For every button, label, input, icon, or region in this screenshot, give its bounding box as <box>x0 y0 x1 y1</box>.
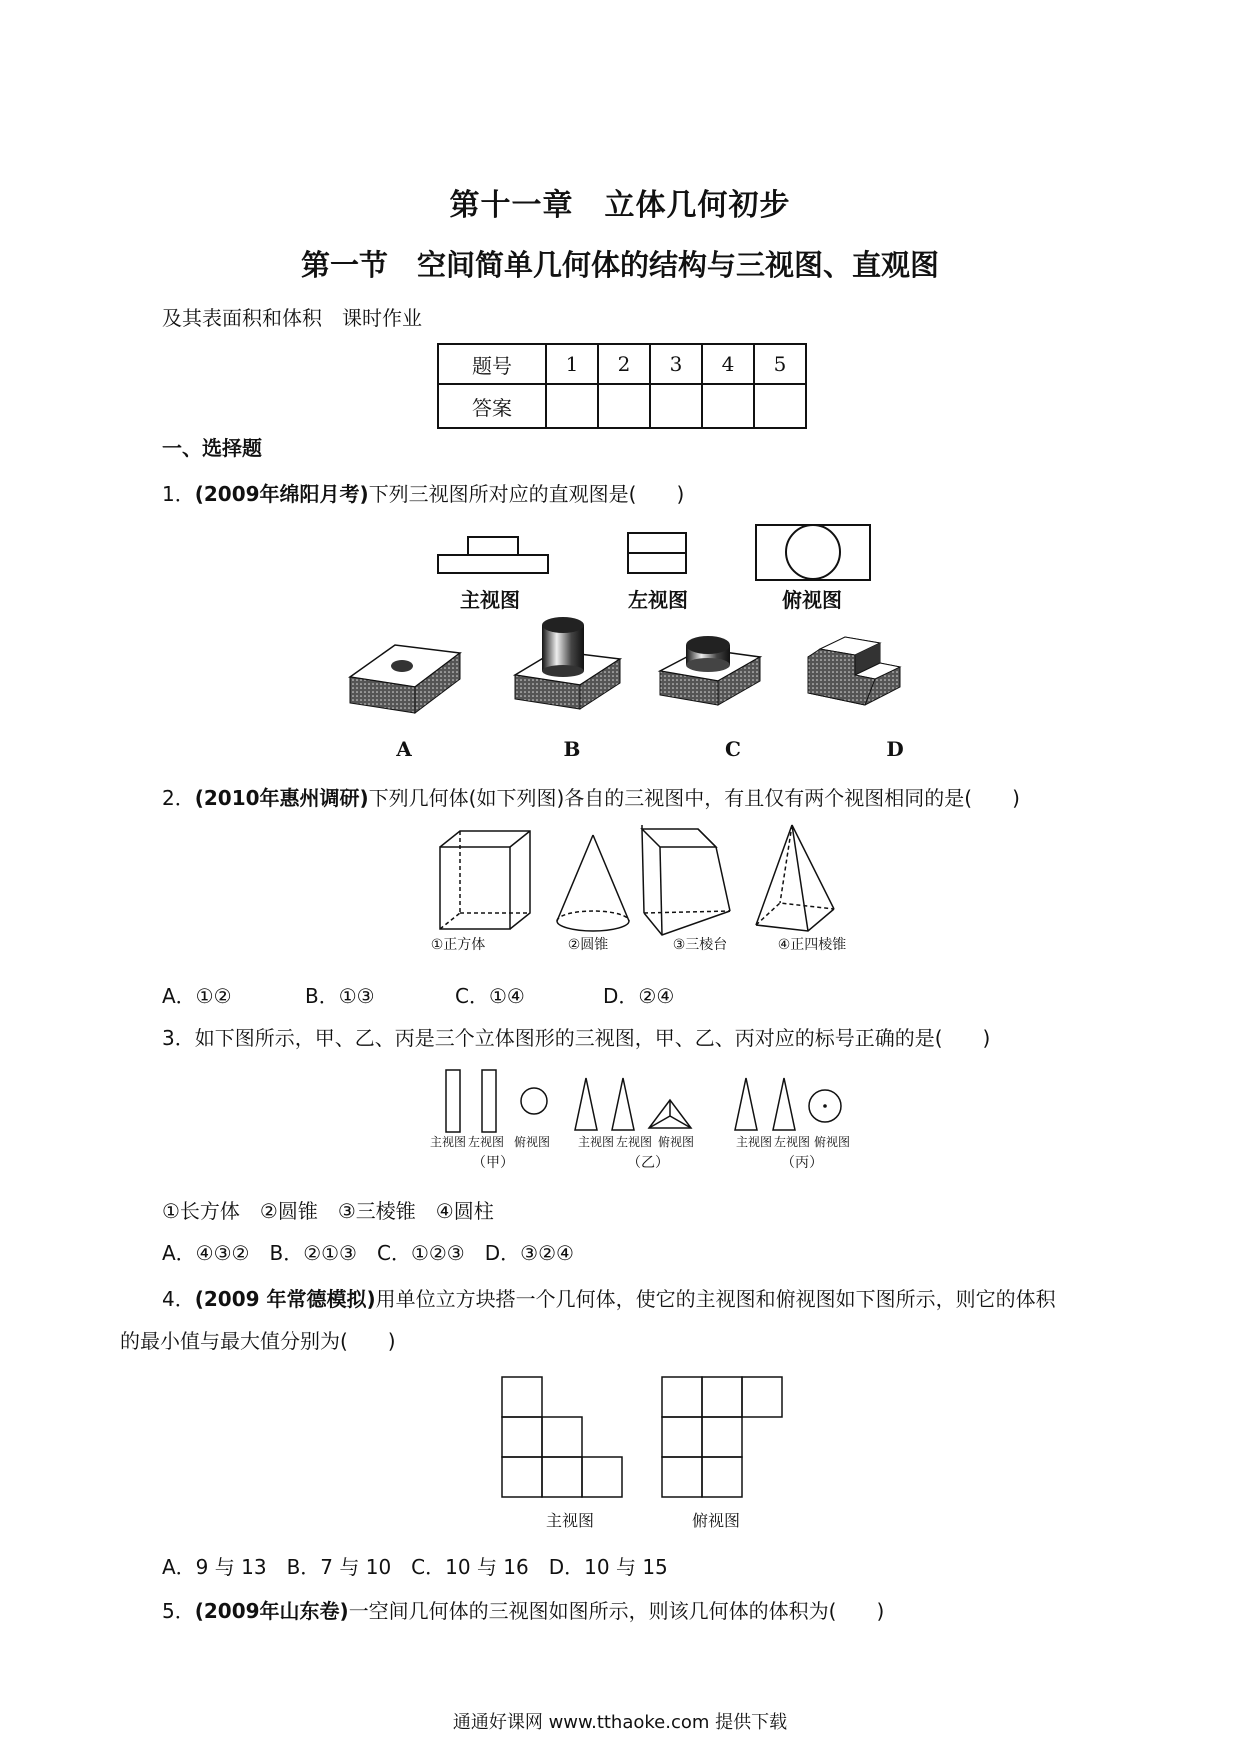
q2-solids-figure <box>430 825 850 945</box>
question-text: 下列几何体(如下列图)各自的三视图中，有且仅有两个视图相同的是( ) <box>368 786 1020 810</box>
option-d-label: D <box>886 737 904 761</box>
question-source: (2009年山东卷) <box>194 1599 349 1623</box>
answer-table-header: 题号 <box>438 344 546 384</box>
q4-front-view-label: 主视图 <box>545 1511 594 1530</box>
bing-top-label: 俯视图 <box>813 1135 850 1149</box>
question-number: 5． <box>162 1599 195 1623</box>
q1-top-view-label: 俯视图 <box>782 588 842 612</box>
q3-options: A．④③② B．②①③ C．①②③ D．③②④ <box>162 1241 574 1265</box>
question-text: 下列三视图所对应的直观图是( ) <box>368 482 685 506</box>
question-number-cell: 3 <box>650 344 702 384</box>
q4-top-view-label: 俯视图 <box>691 1511 740 1530</box>
q4-options: A．9 与 13 B．7 与 10 C．10 与 16 D．10 与 15 <box>162 1555 668 1579</box>
question-number: 4． <box>162 1287 195 1311</box>
option-d-solid <box>808 637 900 705</box>
answer-cell[interactable] <box>754 384 806 428</box>
solid-1-label: ①正方体 <box>430 937 486 953</box>
bing-side-label: 左视图 <box>773 1135 810 1149</box>
yi-side-label: 左视图 <box>615 1135 652 1149</box>
answer-table-answer-label: 答案 <box>438 384 546 428</box>
question-1 <box>162 478 684 507</box>
option-b-label: B <box>563 737 581 761</box>
q2-option-a: A．①② <box>162 984 232 1008</box>
question-3: 3．如下图所示，甲、乙、丙是三个立体图形的三视图，甲、乙、丙对应的标号正确的是( ) <box>162 1026 991 1050</box>
q2-option-b: B．①③ <box>305 984 375 1008</box>
question-4 <box>162 1283 1056 1312</box>
question-number-cell: 1 <box>546 344 598 384</box>
q2-option-d: D．②④ <box>603 984 675 1008</box>
solid-2-label: ②圆锥 <box>567 937 609 953</box>
question-2 <box>162 782 1020 811</box>
jia-group-label: （甲） <box>472 1155 514 1171</box>
option-c-label: C <box>725 737 741 761</box>
option-b-solid <box>515 617 620 709</box>
question-text: 一空间几何体的三视图如图所示，则该几何体的体积为( ) <box>348 1599 885 1623</box>
subtitle: 及其表面积和体积 课时作业 <box>162 306 422 330</box>
page-footer: 通通好课网 www.tthaoke.com 提供下载 <box>452 1712 788 1733</box>
question-5 <box>162 1595 884 1624</box>
q1-option-solids <box>340 615 960 735</box>
question-source: (2009年绵阳月考) <box>194 482 369 506</box>
option-c-solid <box>660 636 760 705</box>
option-a-label: A <box>396 737 412 761</box>
chapter-title: 第十一章 立体几何初步 <box>449 188 791 223</box>
q2-option-c: C．①④ <box>455 984 525 1008</box>
question-number-cell: 2 <box>598 344 650 384</box>
answer-cell[interactable] <box>546 384 598 428</box>
jia-top-label: 俯视图 <box>513 1135 550 1149</box>
bing-group-label: （丙） <box>781 1155 823 1171</box>
yi-top-label: 俯视图 <box>657 1135 694 1149</box>
answer-cell[interactable] <box>650 384 702 428</box>
yi-group-label: （乙） <box>627 1155 669 1171</box>
jia-front-label: 主视图 <box>429 1135 466 1149</box>
answer-cell[interactable] <box>598 384 650 428</box>
bing-front-label: 主视图 <box>735 1135 772 1149</box>
q1-front-view-label: 主视图 <box>460 588 520 612</box>
section-title: 第一节 空间简单几何体的结构与三视图、直观图 <box>300 248 939 282</box>
question-number: 1． <box>162 482 195 506</box>
question-source: (2009 年常德模拟) <box>194 1287 376 1311</box>
answer-cell[interactable] <box>702 384 754 428</box>
question-source: (2010年惠州调研) <box>194 786 369 810</box>
q3-views-figure <box>430 1068 870 1138</box>
section-heading: 一、选择题 <box>162 436 262 460</box>
jia-side-label: 左视图 <box>467 1135 504 1149</box>
q1-side-view-label: 左视图 <box>628 588 688 612</box>
question-text: 用单位立方块搭一个几何体，使它的主视图和俯视图如下图所示，则它的体积 <box>375 1287 1056 1311</box>
answer-table <box>437 343 807 429</box>
yi-front-label: 主视图 <box>577 1135 614 1149</box>
q4-views-figure <box>500 1375 800 1505</box>
q3-choices: ①长方体 ②圆锥 ③三棱锥 ④圆柱 <box>162 1199 494 1223</box>
solid-4-label: ④正四棱锥 <box>777 937 847 953</box>
question-number-cell: 4 <box>702 344 754 384</box>
solid-3-label: ③三棱台 <box>672 937 728 953</box>
question-4-line2: 的最小值与最大值分别为( ) <box>120 1329 396 1353</box>
question-number-cell: 5 <box>754 344 806 384</box>
question-number: 2． <box>162 786 195 810</box>
option-a-solid <box>350 645 460 713</box>
answer-table-row-numbers <box>438 344 806 384</box>
answer-table-row-answers <box>438 384 806 428</box>
